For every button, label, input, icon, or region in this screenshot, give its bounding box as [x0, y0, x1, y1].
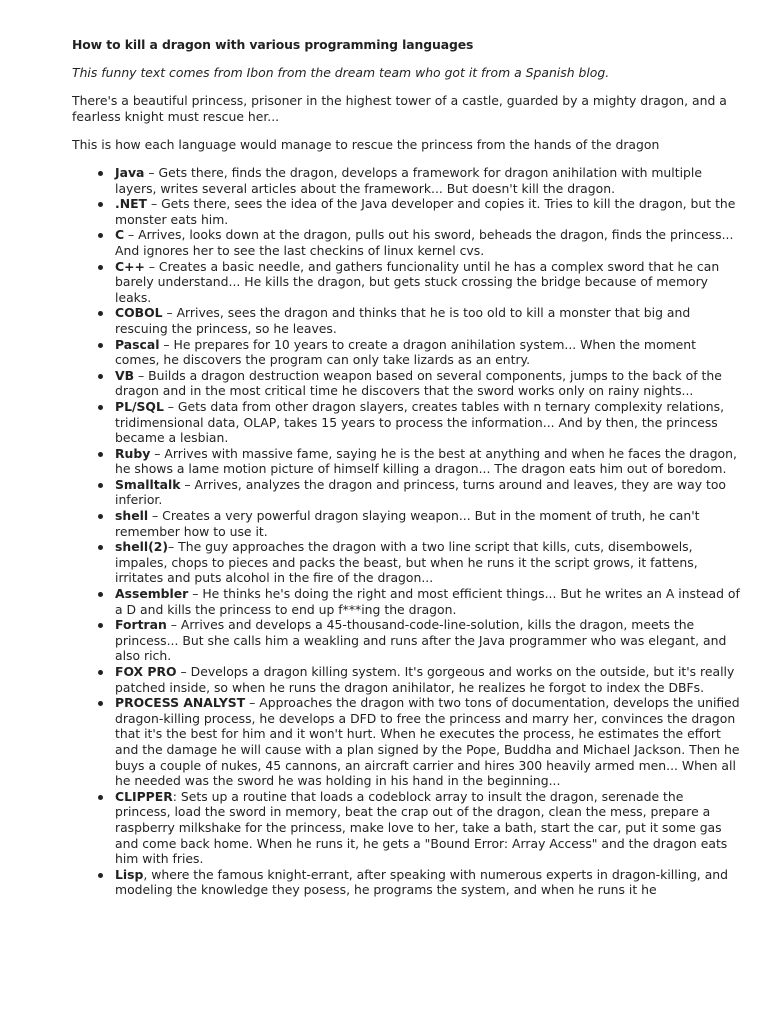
language-description: – Develops a dragon killing system. It's gorgeous and works on the outside, but it's really patched inside, so when he runs the dragon anihilator, he realizes he forgot to index the DBFs.: [115, 664, 735, 695]
language-name: C++: [115, 258, 145, 274]
bullet-icon: [98, 592, 103, 597]
language-name: COBOL: [115, 305, 163, 321]
language-name: Lisp: [115, 866, 144, 882]
bullet-icon: [98, 623, 103, 628]
bullet-icon: [98, 405, 103, 410]
list-item-ruby: [72, 446, 742, 477]
language-description: – Arrives and develops a 45-thousand-code-line-solution, kills the dragon, meets the princess... But she calls him a weakling and runs after the Java programmer who was elegant, and also rich.: [115, 617, 727, 664]
language-name: Java: [115, 165, 145, 180]
list-item-smalltalk: [72, 477, 742, 508]
list-item-shell: [72, 508, 742, 539]
bullet-icon: [98, 374, 103, 379]
language-description: – He prepares for 10 years to create a dragon anihilation system... When the moment comes, he discovers the program can only take lizards as an entry.: [115, 336, 696, 368]
language-name: .NET: [115, 196, 147, 212]
bullet-icon: [98, 670, 103, 675]
bullet-icon: [98, 483, 103, 488]
language-description: – Arrives, sees the dragon and thinks that he is too old to kill a monster that big and rescuing the princess, so he leaves.: [115, 305, 691, 336]
list-item-cobol: [72, 305, 742, 336]
language-name: VB: [115, 367, 135, 383]
list-item-fortran: [72, 617, 742, 664]
language-name: PL/SQL: [115, 398, 164, 414]
language-description: – Arrives with massive fame, saying he is the best at anything and when he faces the dragon, he shows a lame motion picture of himself killing a dragon... The dragon eats him out of boredom.: [115, 445, 737, 477]
language-description: – Creates a very powerful dragon slaying weapon... But in the moment of truth, he can't remember how to use it.: [115, 508, 700, 539]
bullet-icon: [98, 311, 103, 316]
bullet-icon: [98, 545, 103, 550]
language-description: – Arrives, looks down at the dragon, pulls out his sword, beheads the dragon, finds the princess... And ignores her to see the last checkins of linux kernel cvs.: [115, 227, 734, 258]
list-item-vb: [72, 368, 742, 399]
list-item-shell-2: [72, 539, 742, 586]
language-name: FOX PRO: [115, 664, 177, 679]
language-name: PROCESS ANALYST: [115, 695, 246, 711]
language-name: Ruby: [115, 445, 151, 461]
list-item-plsql: [72, 399, 742, 446]
list-item-foxpro: [72, 664, 742, 695]
list-item-c: [72, 227, 742, 258]
language-description: : Sets up a routine that loads a codeblock array to insult the dragon, serenade the princess, load the sword in memory, beat the crap out of the dragon, clean the mess, prepare a raspberry milkshake for the princess, make love to her, take a bath, start the car, put it some gas and come back home. When he runs it, he gets a "Bound Error: Array Access" and the dragon eats him with fries.: [115, 788, 728, 867]
document-title: How to kill a dragon with various programming languages: [72, 37, 474, 52]
language-description: , where the famous knight-errant, after speaking with numerous experts in dragon-killing, and modeling the knowledge they posess, he programs the system, and when he runs it he: [115, 866, 729, 898]
document-page: [72, 36, 742, 898]
language-list: [72, 165, 742, 898]
language-description: – Arrives, analyzes the dragon and princess, turns around and leaves, they are way too inferior.: [115, 476, 726, 508]
intro-paragraph: There's a beautiful princess, prisoner in the highest tower of a castle, guarded by a mighty dragon, and a fearless knight must rescue her...: [72, 93, 727, 124]
list-item-clipper: [72, 789, 742, 867]
language-name: Fortran: [115, 617, 167, 633]
bullet-icon: [98, 701, 103, 706]
list-item-lisp: [72, 867, 742, 898]
bullet-icon: [98, 795, 103, 800]
list-item-assembler: [72, 586, 742, 617]
language-description: – The guy approaches the dragon with a two line script that kills, cuts, disembowels, impales, chops to pieces and packs the beast, but when he runs it the script grows, it fattens, irritates and puts alcohol in the fire of the dragon...: [115, 539, 698, 586]
language-description: – Gets data from other dragon slayers, creates tables with n ternary complexity relations, tridimensional data, OLAP, takes 15 years to process the information... And by then, the princess became a lesbian.: [115, 398, 725, 446]
language-name: C: [115, 227, 125, 243]
list-item-pascal: [72, 337, 742, 368]
language-description: – He thinks he's doing the right and most efficient things... But he writes an A instead of a D and kills the princess to end up f***ing the dragon.: [115, 586, 740, 617]
lead-paragraph: This is how each language would manage to rescue the princess from the hands of the dragon: [72, 137, 660, 152]
language-name: Smalltalk: [115, 476, 181, 492]
language-name: shell(2): [115, 539, 169, 555]
bullet-icon: [98, 202, 103, 207]
bullet-icon: [98, 171, 103, 176]
language-description: – Gets there, sees the idea of the Java developer and copies it. Tries to kill the dragon, but the monster eats him.: [115, 196, 736, 227]
bullet-icon: [98, 514, 103, 519]
language-description: – Approaches the dragon with two tons of documentation, develops the unified dragon-killing process, he develops a DFD to free the princess and marry her, convinces the dragon that it's the best for him and it won't hurt. When he executes the process, he estimates the effort and the damage he will cause with a plan signed by the Pope, Buddha and Michael Jackson. Then he buys a couple of nukes, 45 cannons, an aircraft carrier and hires 300 heavily armed men... When all he needed was the sword he was holding in his hand in the beginning...: [115, 695, 740, 789]
language-description: – Gets there, finds the dragon, develops a framework for dragon anihilation with multiple layers, writes several articles about the framework... But doesn't kill the dragon.: [115, 165, 702, 196]
language-description: – Creates a basic needle, and gathers funcionality until he has a complex sword that he can barely understand... He kills the dragon, but gets stuck crossing the bridge because of memory leaks.: [115, 258, 720, 305]
language-description: – Builds a dragon destruction weapon based on several components, jumps to the back of the dragon and in the most critical time he discovers that the sword works only on rainy nights...: [115, 367, 722, 399]
document-subtitle: This funny text comes from Ibon from the dream team who got it from a Spanish blog.: [72, 65, 610, 80]
language-name: Pascal: [115, 336, 160, 352]
bullet-icon: [98, 873, 103, 878]
list-item-dotnet: [72, 196, 742, 227]
list-item-process-analyst: [72, 695, 742, 789]
bullet-icon: [98, 265, 103, 270]
bullet-icon: [98, 343, 103, 348]
language-name: shell: [115, 508, 149, 524]
bullet-icon: [98, 233, 103, 238]
list-item-cpp: [72, 259, 742, 306]
language-name: Assembler: [115, 586, 189, 602]
bullet-icon: [98, 452, 103, 457]
list-item-java: [72, 165, 742, 196]
language-name: CLIPPER: [115, 788, 173, 804]
